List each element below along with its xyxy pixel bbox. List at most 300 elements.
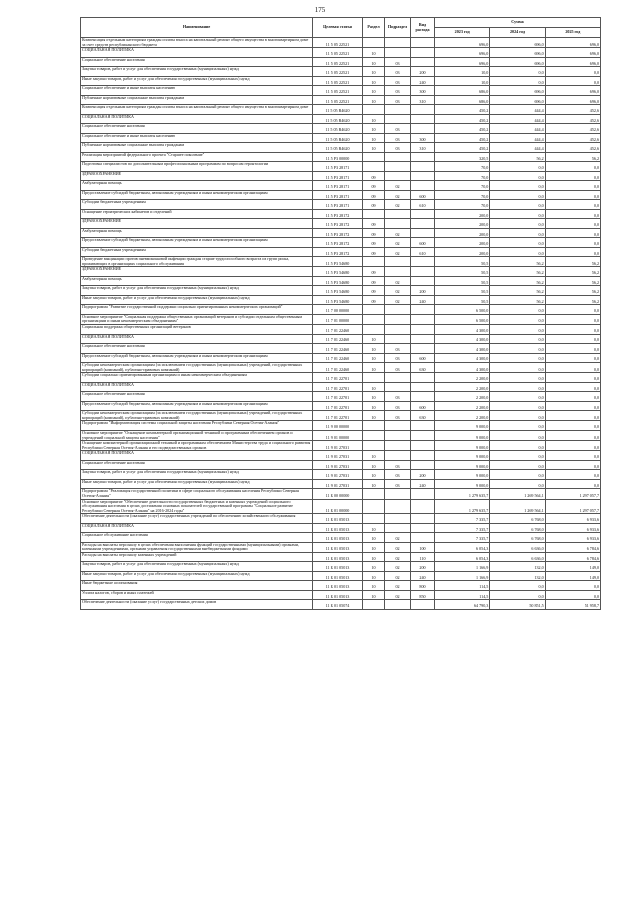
cell-section — [363, 152, 385, 162]
table-row — [81, 57, 601, 67]
cell-2025: 56,2 — [545, 267, 600, 277]
cell-2023: 450,2 — [435, 114, 490, 124]
cell-name: Расходы на выплаты персоналу казенных учреждений — [81, 552, 313, 562]
cell-name: Предоставление субсидий бюджетным, автономным учреждениям и иным некоммерческим организациям — [81, 190, 313, 200]
cell-2025: 452,6 — [545, 114, 600, 124]
cell-subsection: 03 — [385, 401, 411, 411]
cell-2023: 9 000,0 — [435, 441, 490, 451]
cell-name: Обеспечение деятельности (оказание услуг) государственных учреждений по обеспечению хозяйственного обслуживания — [81, 514, 313, 524]
cell-target-article: 11 7 01 22460 — [313, 334, 363, 344]
cell-expense-type: 600 — [411, 190, 435, 200]
cell-expense-type — [411, 267, 435, 277]
cell-2023: 200,0 — [435, 238, 490, 248]
cell-2024: 56,2 — [490, 257, 545, 267]
cell-target-article: 11 Б 01 05013 — [313, 590, 363, 600]
table-row — [81, 460, 601, 470]
cell-expense-type: 600 — [411, 238, 435, 248]
header-amount: Сумма — [435, 18, 601, 28]
cell-2025: 6 784,6 — [545, 542, 600, 552]
cell-name: Социальное обеспечение населения — [81, 124, 313, 134]
cell-section: 10 — [363, 353, 385, 363]
cell-section: 09 — [363, 171, 385, 181]
cell-2023: 7 335,7 — [435, 514, 490, 524]
table-row — [81, 143, 601, 153]
cell-target-article: 11 5 P3 54680 — [313, 295, 363, 305]
cell-2025: 149,0 — [545, 571, 600, 581]
cell-expense-type: 200 — [411, 470, 435, 480]
cell-2025: 696,0 — [545, 95, 600, 105]
cell-2023: 4 300,0 — [435, 344, 490, 354]
cell-section — [363, 421, 385, 431]
cell-2025: 452,6 — [545, 133, 600, 143]
table-row — [81, 571, 601, 581]
cell-2023: 10,0 — [435, 67, 490, 77]
cell-2025: 452,6 — [545, 105, 600, 115]
cell-2024: 0,0 — [490, 209, 545, 219]
cell-2025: 0,0 — [545, 421, 600, 431]
cell-2025: 0,0 — [545, 581, 600, 591]
cell-expense-type — [411, 489, 435, 499]
cell-section: 10 — [363, 451, 385, 461]
cell-2025: 696,0 — [545, 57, 600, 67]
cell-subsection — [385, 257, 411, 267]
table-row — [81, 295, 601, 305]
cell-subsection — [385, 152, 411, 162]
cell-subsection: 03 — [385, 411, 411, 421]
cell-target-article: 11 5 05 22521 — [313, 95, 363, 105]
cell-section: 10 — [363, 363, 385, 373]
cell-expense-type — [411, 276, 435, 286]
cell-section: 10 — [363, 143, 385, 153]
cell-2025: 0,0 — [545, 430, 600, 440]
cell-subsection: 02 — [385, 581, 411, 591]
cell-name: ЗДРАВООХРАНЕНИЕ — [81, 219, 313, 229]
cell-expense-type — [411, 392, 435, 402]
cell-2023: 200,0 — [435, 209, 490, 219]
cell-2024: 56,2 — [490, 295, 545, 305]
cell-name: СОЦИАЛЬНАЯ ПОЛИТИКА — [81, 48, 313, 58]
cell-2025: 0,0 — [545, 363, 600, 373]
cell-section: 10 — [363, 581, 385, 591]
cell-section — [363, 325, 385, 335]
cell-expense-type — [411, 499, 435, 514]
cell-target-article: 11 5 P3 28171 — [313, 181, 363, 191]
cell-name: Закупка товаров, работ и услуг для обеспечения государственных (муниципальных) нужд — [81, 562, 313, 572]
cell-target-article: 11 5 05 R4620 — [313, 133, 363, 143]
cell-expense-type — [411, 105, 435, 115]
cell-2024: 0,0 — [490, 334, 545, 344]
cell-name: Оснащение компьютерной организационной техникой и программным обеспечением Министерства труда и социального развития Республики Северная Осетия-Алания и его подведомственных органов — [81, 441, 313, 451]
cell-section — [363, 600, 385, 610]
cell-expense-type — [411, 430, 435, 440]
cell-2024: 696,0 — [490, 48, 545, 58]
table-row — [81, 228, 601, 238]
cell-2024: 1 269 564,1 — [490, 499, 545, 514]
cell-2024: 6 768,0 — [490, 533, 545, 543]
cell-2023: 6 500,0 — [435, 314, 490, 324]
cell-name: Иные закупки товаров, работ и услуг для обеспечения государственных (муниципальных) нужд — [81, 76, 313, 86]
table-row — [81, 479, 601, 489]
cell-2023: 6 054,3 — [435, 542, 490, 552]
cell-2023: 686,0 — [435, 95, 490, 105]
cell-subsection: 03 — [385, 392, 411, 402]
cell-2023: 696,0 — [435, 57, 490, 67]
cell-section — [363, 373, 385, 383]
cell-2023: 1 166,9 — [435, 562, 490, 572]
cell-target-article: 11 9 01 27031 — [313, 479, 363, 489]
cell-2025: 6 933,6 — [545, 523, 600, 533]
cell-subsection: 02 — [385, 552, 411, 562]
cell-target-article: 11 5 P3 54680 — [313, 267, 363, 277]
cell-target-article: 11 7 01 22701 — [313, 411, 363, 421]
table-row — [81, 247, 601, 257]
cell-name: Уплата налогов, сборов и иных платежей — [81, 590, 313, 600]
cell-2024: 0,0 — [490, 421, 545, 431]
table-row — [81, 95, 601, 105]
cell-section: 09 — [363, 238, 385, 248]
cell-target-article: 11 Б 01 05013 — [313, 523, 363, 533]
table-row — [81, 124, 601, 134]
cell-subsection: 02 — [385, 571, 411, 581]
table-row — [81, 470, 601, 480]
cell-2024: 444,4 — [490, 105, 545, 115]
cell-name: Социальное обеспечение населения — [81, 392, 313, 402]
table-row — [81, 590, 601, 600]
cell-2025: 0,0 — [545, 441, 600, 451]
cell-target-article: 11 9 00 00000 — [313, 421, 363, 431]
cell-subsection: 02 — [385, 200, 411, 210]
cell-target-article: 11 5 05 R4620 — [313, 114, 363, 124]
cell-section: 10 — [363, 542, 385, 552]
cell-subsection — [385, 219, 411, 229]
cell-2025: 51 958,7 — [545, 600, 600, 610]
cell-2023: 2 200,0 — [435, 411, 490, 421]
cell-section: 09 — [363, 286, 385, 296]
cell-2025: 0,0 — [545, 219, 600, 229]
cell-expense-type — [411, 600, 435, 610]
cell-expense-type — [411, 533, 435, 543]
cell-expense-type: 100 — [411, 542, 435, 552]
cell-target-article: 11 9 01 27031 — [313, 441, 363, 451]
header-section: Раздел — [363, 18, 385, 38]
table-row — [81, 353, 601, 363]
cell-2023: 7 335,7 — [435, 533, 490, 543]
cell-2023: 450,2 — [435, 133, 490, 143]
cell-section: 10 — [363, 552, 385, 562]
cell-expense-type — [411, 334, 435, 344]
cell-name: Закупка товаров, работ и услуг для обеспечения государственных (муниципальных) нужд — [81, 286, 313, 296]
cell-name: Амбулаторная помощь — [81, 228, 313, 238]
header-year-2024: 2024 год — [490, 28, 545, 38]
cell-target-article: 11 5 P3 28172 — [313, 247, 363, 257]
cell-2025: 0,0 — [545, 401, 600, 411]
cell-name: Расходы на выплаты персоналу в целях обеспечения выполнения функций государственными (муниципальными) органами, казенными учреждениями, органами управления государственными внебюджетными фондами — [81, 542, 313, 552]
cell-subsection: 02 — [385, 295, 411, 305]
cell-target-article: 11 7 00 00000 — [313, 305, 363, 315]
cell-target-article: 11 5 P3 28171 — [313, 162, 363, 172]
cell-section: 09 — [363, 200, 385, 210]
cell-subsection — [385, 334, 411, 344]
cell-2025: 56,2 — [545, 295, 600, 305]
cell-expense-type — [411, 344, 435, 354]
cell-2023: 1 279 635,7 — [435, 489, 490, 499]
cell-target-article: 11 5 05 22521 — [313, 38, 363, 48]
cell-2025: 0,0 — [545, 460, 600, 470]
cell-target-article: 11 Б 01 05074 — [313, 600, 363, 610]
table-row — [81, 392, 601, 402]
cell-section: 10 — [363, 562, 385, 572]
cell-2025: 0,0 — [545, 190, 600, 200]
cell-2025: 452,6 — [545, 124, 600, 134]
table-body — [81, 38, 601, 610]
table-row — [81, 86, 601, 96]
cell-2024: 0,0 — [490, 344, 545, 354]
cell-2023: 70,0 — [435, 181, 490, 191]
cell-subsection — [385, 209, 411, 219]
cell-expense-type — [411, 209, 435, 219]
cell-2023: 9 000,0 — [435, 470, 490, 480]
cell-subsection — [385, 430, 411, 440]
cell-section: 10 — [363, 344, 385, 354]
cell-2023: 114,5 — [435, 590, 490, 600]
cell-2025: 0,0 — [545, 209, 600, 219]
cell-section — [363, 441, 385, 451]
table-row — [81, 190, 601, 200]
cell-target-article: 11 9 01 27031 — [313, 470, 363, 480]
cell-2025: 0,0 — [545, 344, 600, 354]
cell-2025: 0,0 — [545, 353, 600, 363]
cell-subsection: 02 — [385, 590, 411, 600]
table-row — [81, 401, 601, 411]
cell-subsection — [385, 48, 411, 58]
cell-2025: 56,2 — [545, 257, 600, 267]
cell-name: Иные закупки товаров, работ и услуг для обеспечения государственных (муниципальных) нужд — [81, 479, 313, 489]
cell-name: Публичные нормативные социальные выплаты гражданам — [81, 95, 313, 105]
cell-2024: 0,0 — [490, 590, 545, 600]
budget-table-container — [80, 17, 600, 610]
cell-2023: 320,5 — [435, 152, 490, 162]
cell-2023: 7 335,7 — [435, 523, 490, 533]
cell-target-article: 11 9 01 27031 — [313, 451, 363, 461]
cell-section — [363, 257, 385, 267]
cell-subsection: 02 — [385, 181, 411, 191]
cell-2024: 444,4 — [490, 114, 545, 124]
header-year-2025: 2025 год — [545, 28, 600, 38]
cell-subsection — [385, 105, 411, 115]
cell-subsection — [385, 499, 411, 514]
cell-subsection — [385, 305, 411, 315]
cell-2023: 9 000,0 — [435, 430, 490, 440]
table-row — [81, 209, 601, 219]
cell-subsection: 03 — [385, 76, 411, 86]
cell-target-article: 11 Б 01 05013 — [313, 542, 363, 552]
header-year-2023: 2023 год — [435, 28, 490, 38]
cell-2024: 56,2 — [490, 286, 545, 296]
cell-target-article: 11 5 P3 54680 — [313, 257, 363, 267]
cell-2024: 444,4 — [490, 133, 545, 143]
cell-2024: 0,0 — [490, 401, 545, 411]
cell-2023: 9 000,0 — [435, 451, 490, 461]
cell-name: Компенсация отдельным категориям граждан оплаты взноса на капитальный ремонт общего имущества в многоквартирном доме за счет средств республиканского бюджета — [81, 38, 313, 48]
cell-subsection — [385, 421, 411, 431]
table-row — [81, 451, 601, 461]
cell-expense-type: 610 — [411, 200, 435, 210]
cell-name: Иные закупки товаров, работ и услуг для обеспечения государственных (муниципальных) нужд — [81, 295, 313, 305]
cell-2024: 696,0 — [490, 38, 545, 48]
cell-target-article: 11 Б 00 00000 — [313, 489, 363, 499]
cell-expense-type — [411, 57, 435, 67]
cell-target-article: 11 5 05 22521 — [313, 57, 363, 67]
cell-2023: 6 500,0 — [435, 305, 490, 315]
cell-2024: 6 636,0 — [490, 552, 545, 562]
cell-section: 10 — [363, 479, 385, 489]
cell-name: Компенсация отдельным категориям граждан оплаты взноса на капитальный ремонт общего имущества в многоквартирном доме — [81, 105, 313, 115]
table-row — [81, 152, 601, 162]
table-row — [81, 181, 601, 191]
cell-name: Обеспечение деятельности (оказание услуг) государственных детских домов — [81, 600, 313, 610]
cell-target-article: 11 7 01 00000 — [313, 314, 363, 324]
cell-2024: 6 636,0 — [490, 542, 545, 552]
cell-2023: 200,0 — [435, 228, 490, 238]
cell-2024: 444,4 — [490, 124, 545, 134]
cell-subsection: 02 — [385, 276, 411, 286]
cell-2024: 0,0 — [490, 470, 545, 480]
cell-2024: 0,0 — [490, 171, 545, 181]
table-row — [81, 162, 601, 172]
cell-name: Социальное обслуживание населения — [81, 533, 313, 543]
cell-2025: 0,0 — [545, 411, 600, 421]
table-row — [81, 514, 601, 524]
cell-section: 10 — [363, 114, 385, 124]
cell-target-article: 11 5 P3 28171 — [313, 200, 363, 210]
cell-2024: 0,0 — [490, 67, 545, 77]
table-row — [81, 552, 601, 562]
cell-subsection: 02 — [385, 238, 411, 248]
cell-expense-type — [411, 114, 435, 124]
cell-target-article: 11 5 05 R4620 — [313, 105, 363, 115]
cell-2025: 0,0 — [545, 76, 600, 86]
cell-subsection: 03 — [385, 133, 411, 143]
cell-section — [363, 209, 385, 219]
cell-section: 10 — [363, 401, 385, 411]
table-row — [81, 171, 601, 181]
cell-2023: 50,5 — [435, 267, 490, 277]
cell-2025: 0,0 — [545, 67, 600, 77]
cell-2024: 50 851,5 — [490, 600, 545, 610]
cell-2025: 0,0 — [545, 479, 600, 489]
cell-2024: 0,0 — [490, 363, 545, 373]
cell-name: Социальное обеспечение населения — [81, 57, 313, 67]
cell-2023: 696,0 — [435, 48, 490, 58]
table-row — [81, 200, 601, 210]
cell-target-article: 11 5 05 R4620 — [313, 143, 363, 153]
cell-subsection: 03 — [385, 124, 411, 134]
cell-name: Субсидии бюджетным учреждениям — [81, 247, 313, 257]
cell-expense-type — [411, 48, 435, 58]
cell-2025: 0,0 — [545, 325, 600, 335]
cell-2024: 696,0 — [490, 57, 545, 67]
table-row — [81, 523, 601, 533]
cell-2023: 9 000,0 — [435, 479, 490, 489]
cell-2023: 6 054,3 — [435, 552, 490, 562]
cell-section — [363, 305, 385, 315]
cell-2023: 450,2 — [435, 143, 490, 153]
table-row — [81, 344, 601, 354]
table-row — [81, 325, 601, 335]
cell-target-article: 11 7 01 22460 — [313, 353, 363, 363]
cell-target-article: 11 5 P3 28171 — [313, 190, 363, 200]
cell-target-article: 11 7 01 22701 — [313, 401, 363, 411]
cell-target-article: 11 Б 01 05013 — [313, 581, 363, 591]
cell-2023: 70,0 — [435, 171, 490, 181]
table-row — [81, 76, 601, 86]
cell-2024: 0,0 — [490, 451, 545, 461]
table-row — [81, 499, 601, 514]
cell-expense-type: 240 — [411, 571, 435, 581]
cell-expense-type — [411, 124, 435, 134]
cell-section — [363, 430, 385, 440]
cell-name: СОЦИАЛЬНАЯ ПОЛИТИКА — [81, 523, 313, 533]
cell-expense-type: 240 — [411, 479, 435, 489]
cell-2023: 70,0 — [435, 200, 490, 210]
cell-expense-type — [411, 325, 435, 335]
cell-2024: 0,0 — [490, 200, 545, 210]
cell-expense-type — [411, 219, 435, 229]
cell-2024: 0,0 — [490, 162, 545, 172]
cell-expense-type — [411, 38, 435, 48]
table-row — [81, 219, 601, 229]
cell-subsection — [385, 267, 411, 277]
cell-target-article: 11 9 01 00000 — [313, 430, 363, 440]
cell-section: 09 — [363, 267, 385, 277]
table-row — [81, 305, 601, 315]
cell-section: 10 — [363, 334, 385, 344]
cell-2023: 2 200,0 — [435, 401, 490, 411]
cell-expense-type: 610 — [411, 247, 435, 257]
cell-expense-type: 110 — [411, 552, 435, 562]
cell-expense-type — [411, 523, 435, 533]
cell-target-article: 11 5 05 22521 — [313, 76, 363, 86]
cell-2024: 0,0 — [490, 460, 545, 470]
cell-name: Иные бюджетные ассигнования — [81, 581, 313, 591]
cell-section: 10 — [363, 76, 385, 86]
cell-2025: 0,0 — [545, 590, 600, 600]
cell-target-article: 11 Б 01 05013 — [313, 562, 363, 572]
cell-2023: 1 279 635,7 — [435, 499, 490, 514]
cell-section — [363, 314, 385, 324]
cell-2024: 0,0 — [490, 305, 545, 315]
cell-2024: 132,0 — [490, 562, 545, 572]
cell-2024: 444,4 — [490, 143, 545, 153]
cell-expense-type — [411, 314, 435, 324]
cell-section: 10 — [363, 86, 385, 96]
cell-subsection — [385, 314, 411, 324]
cell-subsection: 02 — [385, 542, 411, 552]
cell-target-article: 11 5 05 22521 — [313, 86, 363, 96]
cell-name: СОЦИАЛЬНАЯ ПОЛИТИКА — [81, 382, 313, 392]
cell-2025: 696,0 — [545, 48, 600, 58]
cell-2025: 452,6 — [545, 143, 600, 153]
cell-2023: 50,5 — [435, 295, 490, 305]
cell-section — [363, 499, 385, 514]
cell-name: Предоставление субсидий бюджетным, автономным учреждениям и иным некоммерческим организациям — [81, 401, 313, 411]
cell-section: 10 — [363, 133, 385, 143]
table-row — [81, 114, 601, 124]
cell-subsection: 03 — [385, 363, 411, 373]
cell-name: Основное мероприятие "Оснащение компьютерной организационной техникой и программным обеспечением органов и учреждений социальной защиты населения" — [81, 430, 313, 440]
cell-expense-type — [411, 171, 435, 181]
cell-2025: 0,0 — [545, 171, 600, 181]
